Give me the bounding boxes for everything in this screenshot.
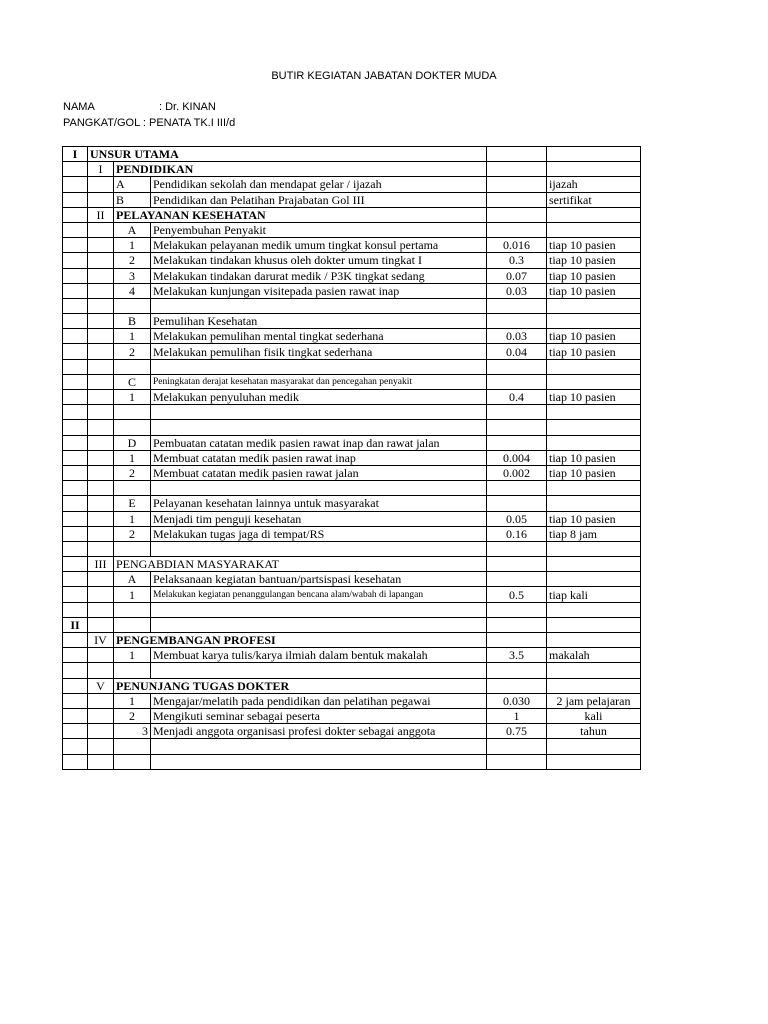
table-row — [63, 602, 641, 617]
section-number-cell — [88, 739, 114, 754]
item-number-cell: 1 — [114, 329, 151, 344]
table-row — [63, 465, 641, 480]
credit-value-cell — [487, 192, 547, 207]
item-number-cell: 2 — [114, 708, 151, 723]
unit-cell — [547, 602, 641, 617]
item-number-cell: 3 — [114, 724, 151, 739]
section-number-cell — [88, 754, 114, 769]
section-number-cell: I — [88, 162, 114, 177]
credit-value-cell — [487, 147, 547, 162]
item-number-cell — [114, 754, 151, 769]
item-description-cell: Melakukan tindakan khusus oleh dokter umum tingkat I — [151, 253, 487, 268]
item-description-cell — [151, 739, 487, 754]
unit-cell: tiap 10 pasien — [547, 253, 641, 268]
table-row — [63, 617, 641, 632]
item-description-cell: Penyembuhan Penyakit — [151, 222, 487, 237]
table-row — [63, 693, 641, 708]
roman-numeral-cell — [63, 435, 88, 450]
credit-value-cell: 0.004 — [487, 450, 547, 465]
section-number-cell — [88, 177, 114, 192]
section-number-cell — [88, 724, 114, 739]
credit-value-cell: 1 — [487, 708, 547, 723]
section-number-cell — [88, 283, 114, 298]
unit-cell — [547, 481, 641, 496]
unit-cell: sertifikat — [547, 192, 641, 207]
table-row — [63, 420, 641, 435]
item-description-cell: Melakukan pemulihan fisik tingkat sederhana — [151, 344, 487, 359]
section-heading-cell: PENGABDIAN MASYARAKAT — [114, 557, 487, 572]
roman-numeral-cell — [63, 405, 88, 420]
section-number-cell — [88, 648, 114, 663]
section-number-cell — [88, 435, 114, 450]
section-number-cell — [88, 602, 114, 617]
roman-numeral-cell — [63, 253, 88, 268]
unit-cell — [547, 557, 641, 572]
item-number-cell: 1 — [114, 693, 151, 708]
item-description-cell: Melakukan tugas jaga di tempat/RS — [151, 526, 487, 541]
table-row — [63, 329, 641, 344]
item-number-cell — [114, 617, 151, 632]
roman-numeral-cell — [63, 268, 88, 283]
table-row — [63, 496, 641, 511]
item-description-cell: Peningkatan derajat kesehatan masyarakat dan pencegahan penyakit — [151, 374, 487, 389]
item-description-cell — [151, 481, 487, 496]
credit-value-cell: 0.030 — [487, 693, 547, 708]
credit-value-cell: 0.04 — [487, 344, 547, 359]
section-number-cell: III — [88, 557, 114, 572]
unit-cell — [547, 663, 641, 678]
section-number-cell: IV — [88, 633, 114, 648]
table-row — [63, 663, 641, 678]
item-description-cell: Pendidikan dan Pelatihan Prajabatan Gol III — [151, 192, 487, 207]
table-row — [63, 177, 641, 192]
item-number-cell: B — [114, 314, 151, 329]
credit-value-cell — [487, 481, 547, 496]
pangkat-value: : PENATA TK.I III/d — [142, 117, 236, 129]
section-heading-cell: PELAYANAN KESEHATAN — [114, 207, 487, 222]
item-description-cell: Melakukan pelayanan medik umum tingkat konsul pertama — [151, 238, 487, 253]
roman-numeral-cell: I — [63, 147, 88, 162]
item-description-cell — [151, 663, 487, 678]
unit-cell — [547, 633, 641, 648]
item-number-cell — [114, 405, 151, 420]
credit-value-cell — [487, 602, 547, 617]
roman-numeral-cell — [63, 511, 88, 526]
item-number-cell — [114, 739, 151, 754]
roman-numeral-cell — [63, 708, 88, 723]
table-row — [63, 724, 641, 739]
item-number-cell: D — [114, 435, 151, 450]
roman-numeral-cell — [63, 648, 88, 663]
table-row — [63, 450, 641, 465]
item-description-cell — [151, 298, 487, 313]
roman-numeral-cell — [63, 192, 88, 207]
item-description-cell: Menjadi anggota organisasi profesi dokter sebagai anggota — [151, 724, 487, 739]
credit-value-cell: 0.002 — [487, 465, 547, 480]
item-number-cell — [114, 481, 151, 496]
section-number-cell — [88, 298, 114, 313]
table-row — [63, 678, 641, 693]
unit-cell: kali — [547, 708, 641, 723]
table-row — [63, 268, 641, 283]
credit-value-cell — [487, 314, 547, 329]
unit-cell: tiap 10 pasien — [547, 390, 641, 405]
section-heading-cell: PENUNJANG TUGAS DOKTER — [114, 678, 487, 693]
item-description-cell: Melakukan penyuluhan medik — [151, 390, 487, 405]
item-description-cell: Menjadi tim penguji kesehatan — [151, 511, 487, 526]
section-number-cell — [88, 617, 114, 632]
unit-cell: tiap 10 pasien — [547, 268, 641, 283]
item-number-cell: 2 — [114, 465, 151, 480]
item-description-cell: Melakukan pemulihan mental tingkat sederhana — [151, 329, 487, 344]
credit-value-cell — [487, 496, 547, 511]
section-number-cell — [88, 496, 114, 511]
unit-cell: 2 jam pelajaran — [547, 693, 641, 708]
unit-cell: makalah — [547, 648, 641, 663]
item-number-cell — [114, 541, 151, 556]
roman-numeral-cell — [63, 663, 88, 678]
roman-numeral-cell — [63, 678, 88, 693]
item-number-cell: 2 — [114, 526, 151, 541]
nama-label: NAMA — [63, 101, 95, 113]
table-row — [63, 557, 641, 572]
roman-numeral-cell — [63, 207, 88, 222]
credit-value-cell — [487, 222, 547, 237]
item-number-cell — [114, 420, 151, 435]
roman-numeral-cell — [63, 496, 88, 511]
unit-cell — [547, 435, 641, 450]
roman-numeral-cell — [63, 633, 88, 648]
unit-cell — [547, 678, 641, 693]
section-number-cell — [88, 253, 114, 268]
table-row — [63, 572, 641, 587]
table-row — [63, 526, 641, 541]
item-description-cell: Membuat karya tulis/karya ilmiah dalam bentuk makalah — [151, 648, 487, 663]
credit-value-cell — [487, 541, 547, 556]
table-row — [63, 298, 641, 313]
nama-line — [63, 101, 216, 113]
activity-table — [62, 146, 641, 770]
section-number-cell — [88, 344, 114, 359]
unit-cell: tiap 10 pasien — [547, 238, 641, 253]
credit-value-cell — [487, 678, 547, 693]
item-number-cell: E — [114, 496, 151, 511]
unit-cell — [547, 374, 641, 389]
item-number-cell: 1 — [114, 450, 151, 465]
unit-cell — [547, 739, 641, 754]
table-row — [63, 162, 641, 177]
roman-numeral-cell — [63, 222, 88, 237]
credit-value-cell — [487, 177, 547, 192]
item-description-cell: Mengikuti seminar sebagai peserta — [151, 708, 487, 723]
credit-value-cell: 0.3 — [487, 253, 547, 268]
credit-value-cell: 3.5 — [487, 648, 547, 663]
item-number-cell: 4 — [114, 283, 151, 298]
item-description-cell: Pendidikan sekolah dan mendapat gelar / ijazah — [151, 177, 487, 192]
credit-value-cell — [487, 162, 547, 177]
item-number-cell: 2 — [114, 253, 151, 268]
item-description-cell: Pemulihan Kesehatan — [151, 314, 487, 329]
roman-numeral-cell — [63, 724, 88, 739]
roman-numeral-cell — [63, 374, 88, 389]
section-number-cell — [88, 693, 114, 708]
unit-cell — [547, 359, 641, 374]
credit-value-cell — [487, 374, 547, 389]
unit-cell: tiap kali — [547, 587, 641, 602]
table-row — [63, 390, 641, 405]
credit-value-cell — [487, 739, 547, 754]
section-number-cell — [88, 359, 114, 374]
roman-numeral-cell — [63, 450, 88, 465]
credit-value-cell: 0.75 — [487, 724, 547, 739]
section-number-cell — [88, 420, 114, 435]
unit-cell: tiap 10 pasien — [547, 329, 641, 344]
roman-numeral-cell — [63, 298, 88, 313]
section-number-cell — [88, 572, 114, 587]
unit-cell — [547, 222, 641, 237]
roman-numeral-cell — [63, 162, 88, 177]
pangkat-label: PANGKAT/GOL — [63, 117, 140, 129]
unit-cell — [547, 420, 641, 435]
credit-value-cell: 0.4 — [487, 390, 547, 405]
document-title: BUTIR KEGIATAN JABATAN DOKTER MUDA — [271, 70, 497, 82]
unit-cell: ijazah — [547, 177, 641, 192]
item-number-cell: 1 — [114, 648, 151, 663]
credit-value-cell: 0.5 — [487, 587, 547, 602]
unit-cell — [547, 405, 641, 420]
item-description-cell — [151, 420, 487, 435]
unit-cell — [547, 162, 641, 177]
table-row — [63, 192, 641, 207]
roman-numeral-cell — [63, 420, 88, 435]
section-number-cell — [88, 481, 114, 496]
section-number-cell — [88, 526, 114, 541]
table-row — [63, 739, 641, 754]
unit-cell — [547, 617, 641, 632]
item-description-cell — [151, 754, 487, 769]
credit-value-cell: 0.05 — [487, 511, 547, 526]
section-number-cell — [88, 465, 114, 480]
item-description-cell: Membuat catatan medik pasien rawat jalan — [151, 465, 487, 480]
roman-numeral-cell — [63, 754, 88, 769]
roman-numeral-cell — [63, 587, 88, 602]
item-number-cell: B — [114, 192, 151, 207]
table-row — [63, 541, 641, 556]
unit-cell — [547, 496, 641, 511]
item-number-cell — [114, 602, 151, 617]
item-description-cell: Membuat catatan medik pasien rawat inap — [151, 450, 487, 465]
table-row — [63, 147, 641, 162]
item-number-cell: 1 — [114, 238, 151, 253]
roman-numeral-cell — [63, 526, 88, 541]
unit-cell — [547, 754, 641, 769]
roman-numeral-cell — [63, 572, 88, 587]
credit-value-cell: 0.016 — [487, 238, 547, 253]
table-row — [63, 238, 641, 253]
item-number-cell: 1 — [114, 390, 151, 405]
item-description-cell: Pelaksanaan kegiatan bantuan/partsispasi kesehatan — [151, 572, 487, 587]
credit-value-cell: 0.03 — [487, 329, 547, 344]
item-number-cell: A — [114, 572, 151, 587]
credit-value-cell — [487, 663, 547, 678]
item-number-cell: 3 — [114, 268, 151, 283]
table-row — [63, 405, 641, 420]
roman-numeral-cell — [63, 390, 88, 405]
item-number-cell: C — [114, 374, 151, 389]
item-number-cell: A — [114, 177, 151, 192]
unit-cell — [547, 314, 641, 329]
credit-value-cell — [487, 572, 547, 587]
item-description-cell: Mengajar/melatih pada pendidikan dan pelatihan pegawai — [151, 693, 487, 708]
roman-numeral-cell — [63, 329, 88, 344]
credit-value-cell: 0.07 — [487, 268, 547, 283]
item-description-cell — [151, 359, 487, 374]
item-number-cell: 2 — [114, 344, 151, 359]
roman-numeral-cell — [63, 177, 88, 192]
section-number-cell — [88, 390, 114, 405]
unit-cell — [547, 541, 641, 556]
roman-numeral-cell — [63, 314, 88, 329]
section-number-cell — [88, 374, 114, 389]
unit-cell — [547, 298, 641, 313]
credit-value-cell — [487, 617, 547, 632]
activity-table-body — [63, 147, 641, 770]
table-row — [63, 374, 641, 389]
section-number-cell — [88, 708, 114, 723]
section-number-cell — [88, 405, 114, 420]
unit-cell: tahun — [547, 724, 641, 739]
table-row — [63, 435, 641, 450]
table-row — [63, 633, 641, 648]
credit-value-cell — [487, 207, 547, 222]
section-number-cell — [88, 238, 114, 253]
table-row — [63, 207, 641, 222]
roman-numeral-cell — [63, 557, 88, 572]
roman-numeral-cell — [63, 283, 88, 298]
credit-value-cell: 0.16 — [487, 526, 547, 541]
credit-value-cell: 0.03 — [487, 283, 547, 298]
section-number-cell — [88, 587, 114, 602]
credit-value-cell — [487, 405, 547, 420]
unit-cell — [547, 147, 641, 162]
item-description-cell: Melakukan kunjungan visitepada pasien rawat inap — [151, 283, 487, 298]
item-number-cell — [114, 359, 151, 374]
item-number-cell — [114, 663, 151, 678]
table-row — [63, 283, 641, 298]
table-row — [63, 359, 641, 374]
credit-value-cell — [487, 359, 547, 374]
item-description-cell — [151, 602, 487, 617]
unit-cell: tiap 10 pasien — [547, 344, 641, 359]
roman-numeral-cell — [63, 465, 88, 480]
section-number-cell — [88, 511, 114, 526]
unit-cell: tiap 10 pasien — [547, 465, 641, 480]
item-description-cell — [151, 405, 487, 420]
roman-numeral-cell — [63, 344, 88, 359]
table-row — [63, 708, 641, 723]
roman-numeral-cell — [63, 238, 88, 253]
credit-value-cell — [487, 754, 547, 769]
roman-numeral-cell — [63, 739, 88, 754]
table-row — [63, 222, 641, 237]
item-description-cell: Melakukan kegiatan penanggulangan bencana alam/wabah di lapangan — [151, 587, 487, 602]
item-number-cell — [114, 298, 151, 313]
pangkat-line — [63, 117, 235, 129]
section-number-cell — [88, 541, 114, 556]
roman-numeral-cell — [63, 541, 88, 556]
nama-value: : Dr. KINAN — [159, 101, 216, 113]
item-description-cell: Pembuatan catatan medik pasien rawat inap dan rawat jalan — [151, 435, 487, 450]
table-row — [63, 511, 641, 526]
table-row — [63, 587, 641, 602]
roman-numeral-cell — [63, 481, 88, 496]
unit-cell — [547, 572, 641, 587]
item-description-cell — [151, 541, 487, 556]
roman-numeral-cell — [63, 693, 88, 708]
section-number-cell: V — [88, 678, 114, 693]
section-number-cell — [88, 192, 114, 207]
item-description-cell: Melakukan tindakan darurat medik / P3K tingkat sedang — [151, 268, 487, 283]
section-heading-cell: PENGEMBANGAN PROFESI — [114, 633, 487, 648]
table-row — [63, 648, 641, 663]
section-heading-cell: PENDIDIKAN — [114, 162, 487, 177]
unit-cell — [547, 207, 641, 222]
section-number-cell — [88, 268, 114, 283]
credit-value-cell — [487, 557, 547, 572]
unit-cell: tiap 10 pasien — [547, 511, 641, 526]
section-number-cell — [88, 314, 114, 329]
section-number-cell: II — [88, 207, 114, 222]
section-number-cell — [88, 450, 114, 465]
credit-value-cell — [487, 420, 547, 435]
unit-cell: tiap 8 jam — [547, 526, 641, 541]
section-number-cell — [88, 329, 114, 344]
section-number-cell — [88, 222, 114, 237]
credit-value-cell — [487, 298, 547, 313]
section-number-cell — [88, 663, 114, 678]
roman-numeral-cell: II — [63, 617, 88, 632]
unit-cell: tiap 10 pasien — [547, 283, 641, 298]
table-row — [63, 314, 641, 329]
roman-numeral-cell — [63, 359, 88, 374]
item-description-cell: Pelayanan kesehatan lainnya untuk masyarakat — [151, 496, 487, 511]
item-description-cell — [151, 617, 487, 632]
roman-numeral-cell — [63, 602, 88, 617]
credit-value-cell — [487, 435, 547, 450]
unit-cell: tiap 10 pasien — [547, 450, 641, 465]
item-number-cell: 1 — [114, 587, 151, 602]
table-row — [63, 481, 641, 496]
credit-value-cell — [487, 633, 547, 648]
item-number-cell: A — [114, 222, 151, 237]
table-row — [63, 754, 641, 769]
item-number-cell: 1 — [114, 511, 151, 526]
unsur-heading-cell: UNSUR UTAMA — [88, 147, 487, 162]
table-row — [63, 344, 641, 359]
table-row — [63, 253, 641, 268]
